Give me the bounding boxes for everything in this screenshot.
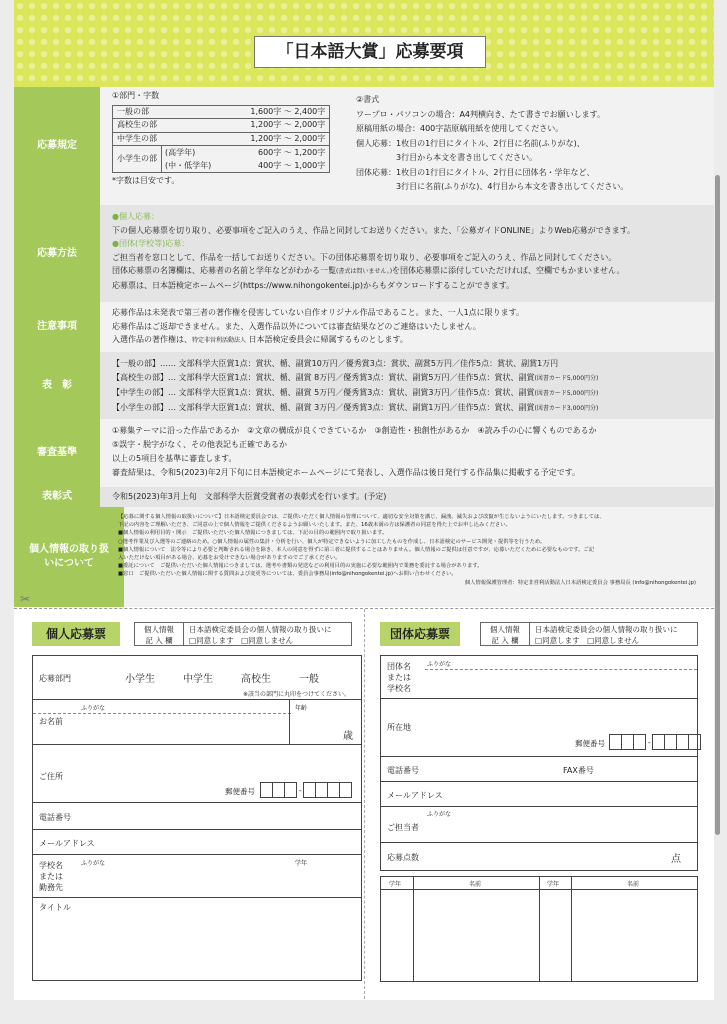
privacy-label: 個人情報の取り扱いについて <box>14 507 124 607</box>
ceremony-label: 表彰式 <box>14 487 100 507</box>
group-phone-field[interactable] <box>439 758 555 780</box>
essay-title-field[interactable] <box>39 914 355 974</box>
division-option-junior[interactable]: 中学生 <box>183 674 213 685</box>
individual-email-field[interactable] <box>103 831 355 853</box>
header-band <box>14 0 714 87</box>
division-option-elementary[interactable]: 小学生 <box>125 674 155 685</box>
group-form-title: 団体応募票 <box>380 622 460 646</box>
form-divider <box>364 609 365 999</box>
method-label: 応募方法 <box>14 205 100 302</box>
ceremony-section: 表彰式 令和5(2023)年3月上旬 文部科学大臣賞受賞者の表彰式を行います。(予定) <box>14 487 714 507</box>
scrollbar[interactable] <box>715 175 720 835</box>
notes-section: 注意事項 応募作品は未発表で第三者の著作権を侵害していない自作オリジナル作品であること。また、一人1点に限ります。 応募作品はご返却できません。また、入選作品以外については審査結果などのご連絡はいたしません。 入選作品の著作権は、特定非営利活動法人 日本語検定委員会に帰属するものとします。 <box>14 302 714 352</box>
notes-label: 注意事項 <box>14 302 100 352</box>
criteria-section: 審査基準 ①募集テーマに沿った作品であるか ②文章の構成が良くできているか ③創造性・独創性があるか ④読み手の心に響くものであるか ⑤誤字・脱字がなく、その他表記も正確であるか 以上の5項目を基準に審査します。 審査結果は、令和5(2023)年2月下旬に日本語検定ホームページにて発表し、入選作品は後日発行する作品集に掲載する予定です。 <box>14 419 714 487</box>
divisions-table <box>112 105 330 174</box>
divisions-heading: ①部門・字数 <box>112 91 160 100</box>
rules-section <box>14 87 714 205</box>
individual-agree-checkbox[interactable]: □同意します <box>189 636 234 645</box>
division-option-general[interactable]: 一般 <box>299 674 319 685</box>
criteria-label: 審査基準 <box>14 419 100 487</box>
individual-form-title: 個人応募票 <box>32 622 120 646</box>
group-agree-checkbox[interactable]: □同意します <box>535 636 580 645</box>
awards-section: 表 彰 【一般の部】…… 文部科学大臣賞1点：賞状、楯、副賞10万円／優秀賞3点：賞状、副賞5万円／佳作5点：賞状、副賞1万円 【高校生の部】… 文部科学大臣賞1点：賞状、楯、副賞 8万円／優秀賞3点：賞状、副賞5万円／佳作5点：賞状、副賞(図書カード5,000円分) 【中学生の部】… 文部科学大臣賞1点：賞状、楯、副賞 5万円／優秀賞3点：賞状、副賞3万円／佳作5点：賞状、副賞(図書カード5,000円分) 【小学生の部】… 文部科学大臣賞1点：賞状、楯、副賞 3万円／優秀賞3点：賞状、副賞1万円／佳作5点：賞状、副賞(図書カード3,000円分) <box>14 352 714 419</box>
privacy-section: 個人情報の取り扱いについて 【応募に関する個人情報の取扱いについて】日本語検定委員会では、ご提供いただく個人情報の管理について、適切な安全対策を講じ、漏洩、滅失および改竄が生じないようにいたします。つきましては、 下記の内容をご理解いただき、ご同意の上で個人情報をご提供くださるようお願いいたします。また、16歳未満の方は保護者の同意を得た上でお申し込みください。 ■個人情報の利用目的・開示 ご提供いただいた個人情報につきましては、下記の目的の範囲内で取り扱います。 ○選考作業及び入選等のご連絡のため。○個人情報の属性の集計・分析を行い、個人が特定できないように加工したものを作成し、日本語検定のサービス開発・提供等を行うため。 ■個人情報について 法令等により必要と判断される場合を除き、本人の同意を得ずに第三者に提供することはありません。個人情報のご提供は任意ですが、応募いただくために必要なものです。ご記 入いただけない項目がある場合、応募をお受けできない場合がありますのでご了承ください。 ■委託について ご提供いただいた個人情報につきましては、選考や書類の発送などの利用目的の実施に必要な範囲内で業務を委託する場合があります。 ■窓口 ご提供いただいた個人情報に関する質問および変更等については、委員会事務局(info@nihongokentei.jp)へお問い合わせください。 個人情報保護管理者：特定非営利活動法人日本語検定委員会 事務局長 (info@nihongokentei.jp) <box>14 507 714 607</box>
roster-entries[interactable] <box>381 891 697 981</box>
group-count-field[interactable] <box>441 844 667 866</box>
divisions-note: *字数は目安です。 <box>112 176 180 185</box>
page <box>14 0 714 1000</box>
method-section: 応募方法 ●個人応募： 下の個人応募票を切り取り、必要事項をご記入のうえ、作品と同封してお送りください。また、「公募ガイドONLINE」よりWeb応募ができます。 ●団体(学校等)応募： ご担当者を窓口として、作品を一括してお送りください。下の団体応募票を切り取り、必要事項をご記入のうえ、作品と同封してください。 団体応募票の名簿欄は、応募者の名前と学年などがわかる一覧(書式は問いません。)を団体応募票に添付していただければ、空欄でもかまいません。 応募票は、日本語検定ホームページ(https://www.nihongokentei.jp)からもダウンロードすることができます。 <box>14 205 714 302</box>
individual-disagree-checkbox[interactable]: □同意しません <box>241 636 294 645</box>
group-consent-box: 個人情報 記 入 欄 日本語検定委員会の個人情報の取り扱いに □同意します □同意しません <box>480 622 698 646</box>
page-title: 「日本語大賞」応募要項 <box>254 36 486 68</box>
individual-zip-field[interactable]: - <box>261 782 352 798</box>
division-row: 中学生の部 1,200字 〜 2,000字 <box>113 132 330 146</box>
division-option-high[interactable]: 高校生 <box>241 674 271 685</box>
individual-phone-field[interactable] <box>93 804 355 826</box>
name-field[interactable] <box>93 715 283 743</box>
group-form: 団体名 または 学校名 ふりがな 所在地 郵便番号 - 電話番号 FAX番号 メールアドレス ふりがな ご担当者 応募点数 点 <box>380 655 698 871</box>
individual-form: 応募部門 小学生 中学生 高校生 一般 ※該当の部門に丸印をつけてください。 ふりがな お名前 年齢 歳 ご住所 郵便番号 - 電話番号 メールアドレス 学校名 または 勤務先 ふりがな 学年 タイトル <box>32 655 362 981</box>
group-contact-field[interactable] <box>439 818 691 840</box>
school-field[interactable] <box>79 866 279 894</box>
group-email-field[interactable] <box>451 783 691 805</box>
group-org-field[interactable] <box>427 671 691 693</box>
group-zip-field[interactable]: - <box>610 734 701 750</box>
age-field[interactable] <box>293 714 341 742</box>
group-fax-field[interactable] <box>603 758 691 780</box>
roster-table: 学年 名前 学年 名前 <box>380 876 698 982</box>
group-disagree-checkbox[interactable]: □同意しません <box>587 636 640 645</box>
division-row-elementary: 小学生の部 (高学年) (中・低学年) 600字 〜 1,200字 400字 〜 1,000字 <box>113 146 330 173</box>
division-row: 一般の部 1,600字 〜 2,400字 <box>113 105 330 119</box>
rules-label: 応募規定 <box>14 87 100 205</box>
awards-label: 表 彰 <box>14 352 100 419</box>
individual-consent-box: 個人情報 記 入 欄 日本語検定委員会の個人情報の取り扱いに □同意します □同意しません <box>134 622 352 646</box>
scissors-icon: ✂ <box>20 592 31 606</box>
format-block: ②書式 ワープロ・パソコンの場合：A4判横向き、たて書きでお願いします。 原稿用紙の場合：400字詰原稿用紙を使用してください。 個人応募：1枚目の1行目にタイトル、2行目に名前(ふりがな)、 3行目から本文を書き出してください。 団体応募：1枚目の1行目にタイトル、2行目に団体名・学年など、 3行目に名前(ふりがな)、4行目から本文を書き出してください。 <box>356 95 629 191</box>
division-row: 高校生の部 1,200字 〜 2,000字 <box>113 119 330 133</box>
